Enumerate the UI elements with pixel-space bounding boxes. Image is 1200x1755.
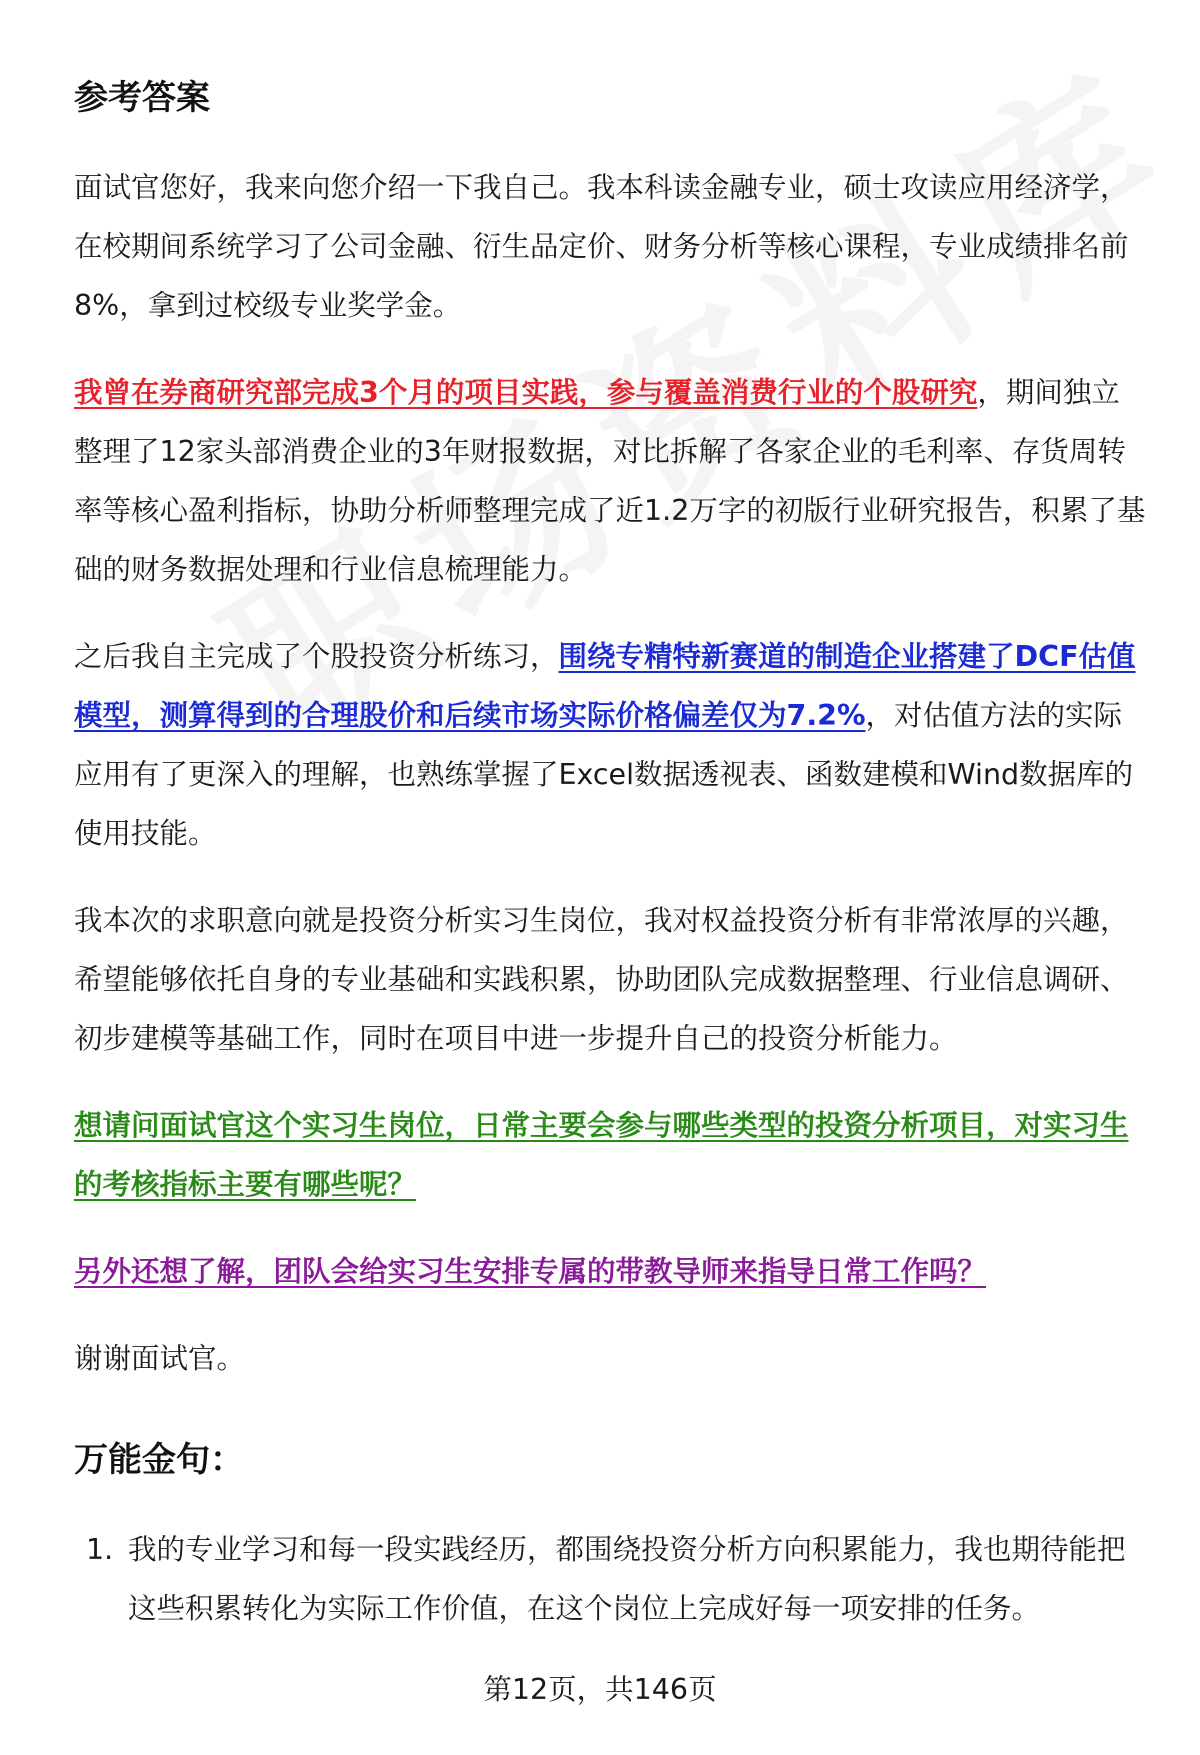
highlight-green: 想请问面试官这个实习生岗位，日常主要会参与哪些类型的投资分析项目，对实习生的考核指标主要有哪些呢？ — [74, 1109, 1129, 1201]
section-heading-reference-answer: 参考答案 — [74, 78, 210, 118]
list-item-text: 我的专业学习和每一段实践经历，都围绕投资分析方向积累能力，我也期待能把这些积累转化为实际工作价值，在这个岗位上完成好每一项安排的任务。 — [128, 1533, 1126, 1625]
paragraph-experience-rest: ，期间独立整理了12家头部消费企业的3年财报数据，对比拆解了各家企业的毛利率、存货周转率等核心盈利指标，协助分析师整理完成了近1.2万字的初版行业研究报告，积累了基础的财务数据处理和行业信息梳理能力。 — [74, 376, 1146, 586]
highlight-blue: 围绕专精特新赛道的制造企业搭建了DCF估值模型，测算得到的合理股价和后续市场实际价格偏差仅为7.2% — [74, 640, 1136, 732]
page-number-footer: 第12页，共146页 — [483, 1673, 717, 1706]
paragraph-intro: 面试官您好，我来向您介绍一下我自己。我本科读金融专业，硕士攻读应用经济学，在校期间系统学习了公司金融、衍生品定价、财务分析等核心课程，专业成绩排名前8%，拿到过校级专业奖学金。 — [74, 171, 1129, 322]
section-heading-golden-sentences: 万能金句： — [74, 1440, 244, 1480]
list-item — [74, 1520, 1146, 1638]
paragraph-practice-rest: ，对估值方法的实际应用有了更深入的理解，也熟练掌握了Excel数据透视表、函数建模和Wind数据库的使用技能。 — [74, 699, 1134, 850]
paragraph-intention: 我本次的求职意向就是投资分析实习生岗位，我对权益投资分析有非常浓厚的兴趣，希望能够依托自身的专业基础和实践积累，协助团队完成数据整理、行业信息调研、初步建模等基础工作，同时在项目中进一步提升自己的投资分析能力。 — [74, 904, 1129, 1055]
highlight-red: 我曾在券商研究部完成3个月的项目实践，参与覆盖消费行业的个股研究 — [74, 376, 978, 409]
paragraph-experience — [74, 363, 1146, 599]
highlight-purple: 另外还想了解，团队会给实习生安排专属的带教导师来指导日常工作吗？ — [74, 1255, 987, 1288]
paragraph-practice — [74, 627, 1146, 863]
golden-sentence-list — [74, 1520, 1146, 1638]
paragraph-question-2 — [74, 1242, 1146, 1301]
paragraph-question-1 — [74, 1096, 1146, 1214]
paragraph-practice-before: 之后我自主完成了个股投资分析练习， — [74, 640, 559, 673]
list-item-number: 1. — [86, 1533, 114, 1566]
paragraph-closing: 谢谢面试官。 — [74, 1342, 246, 1375]
content — [74, 70, 1146, 1638]
